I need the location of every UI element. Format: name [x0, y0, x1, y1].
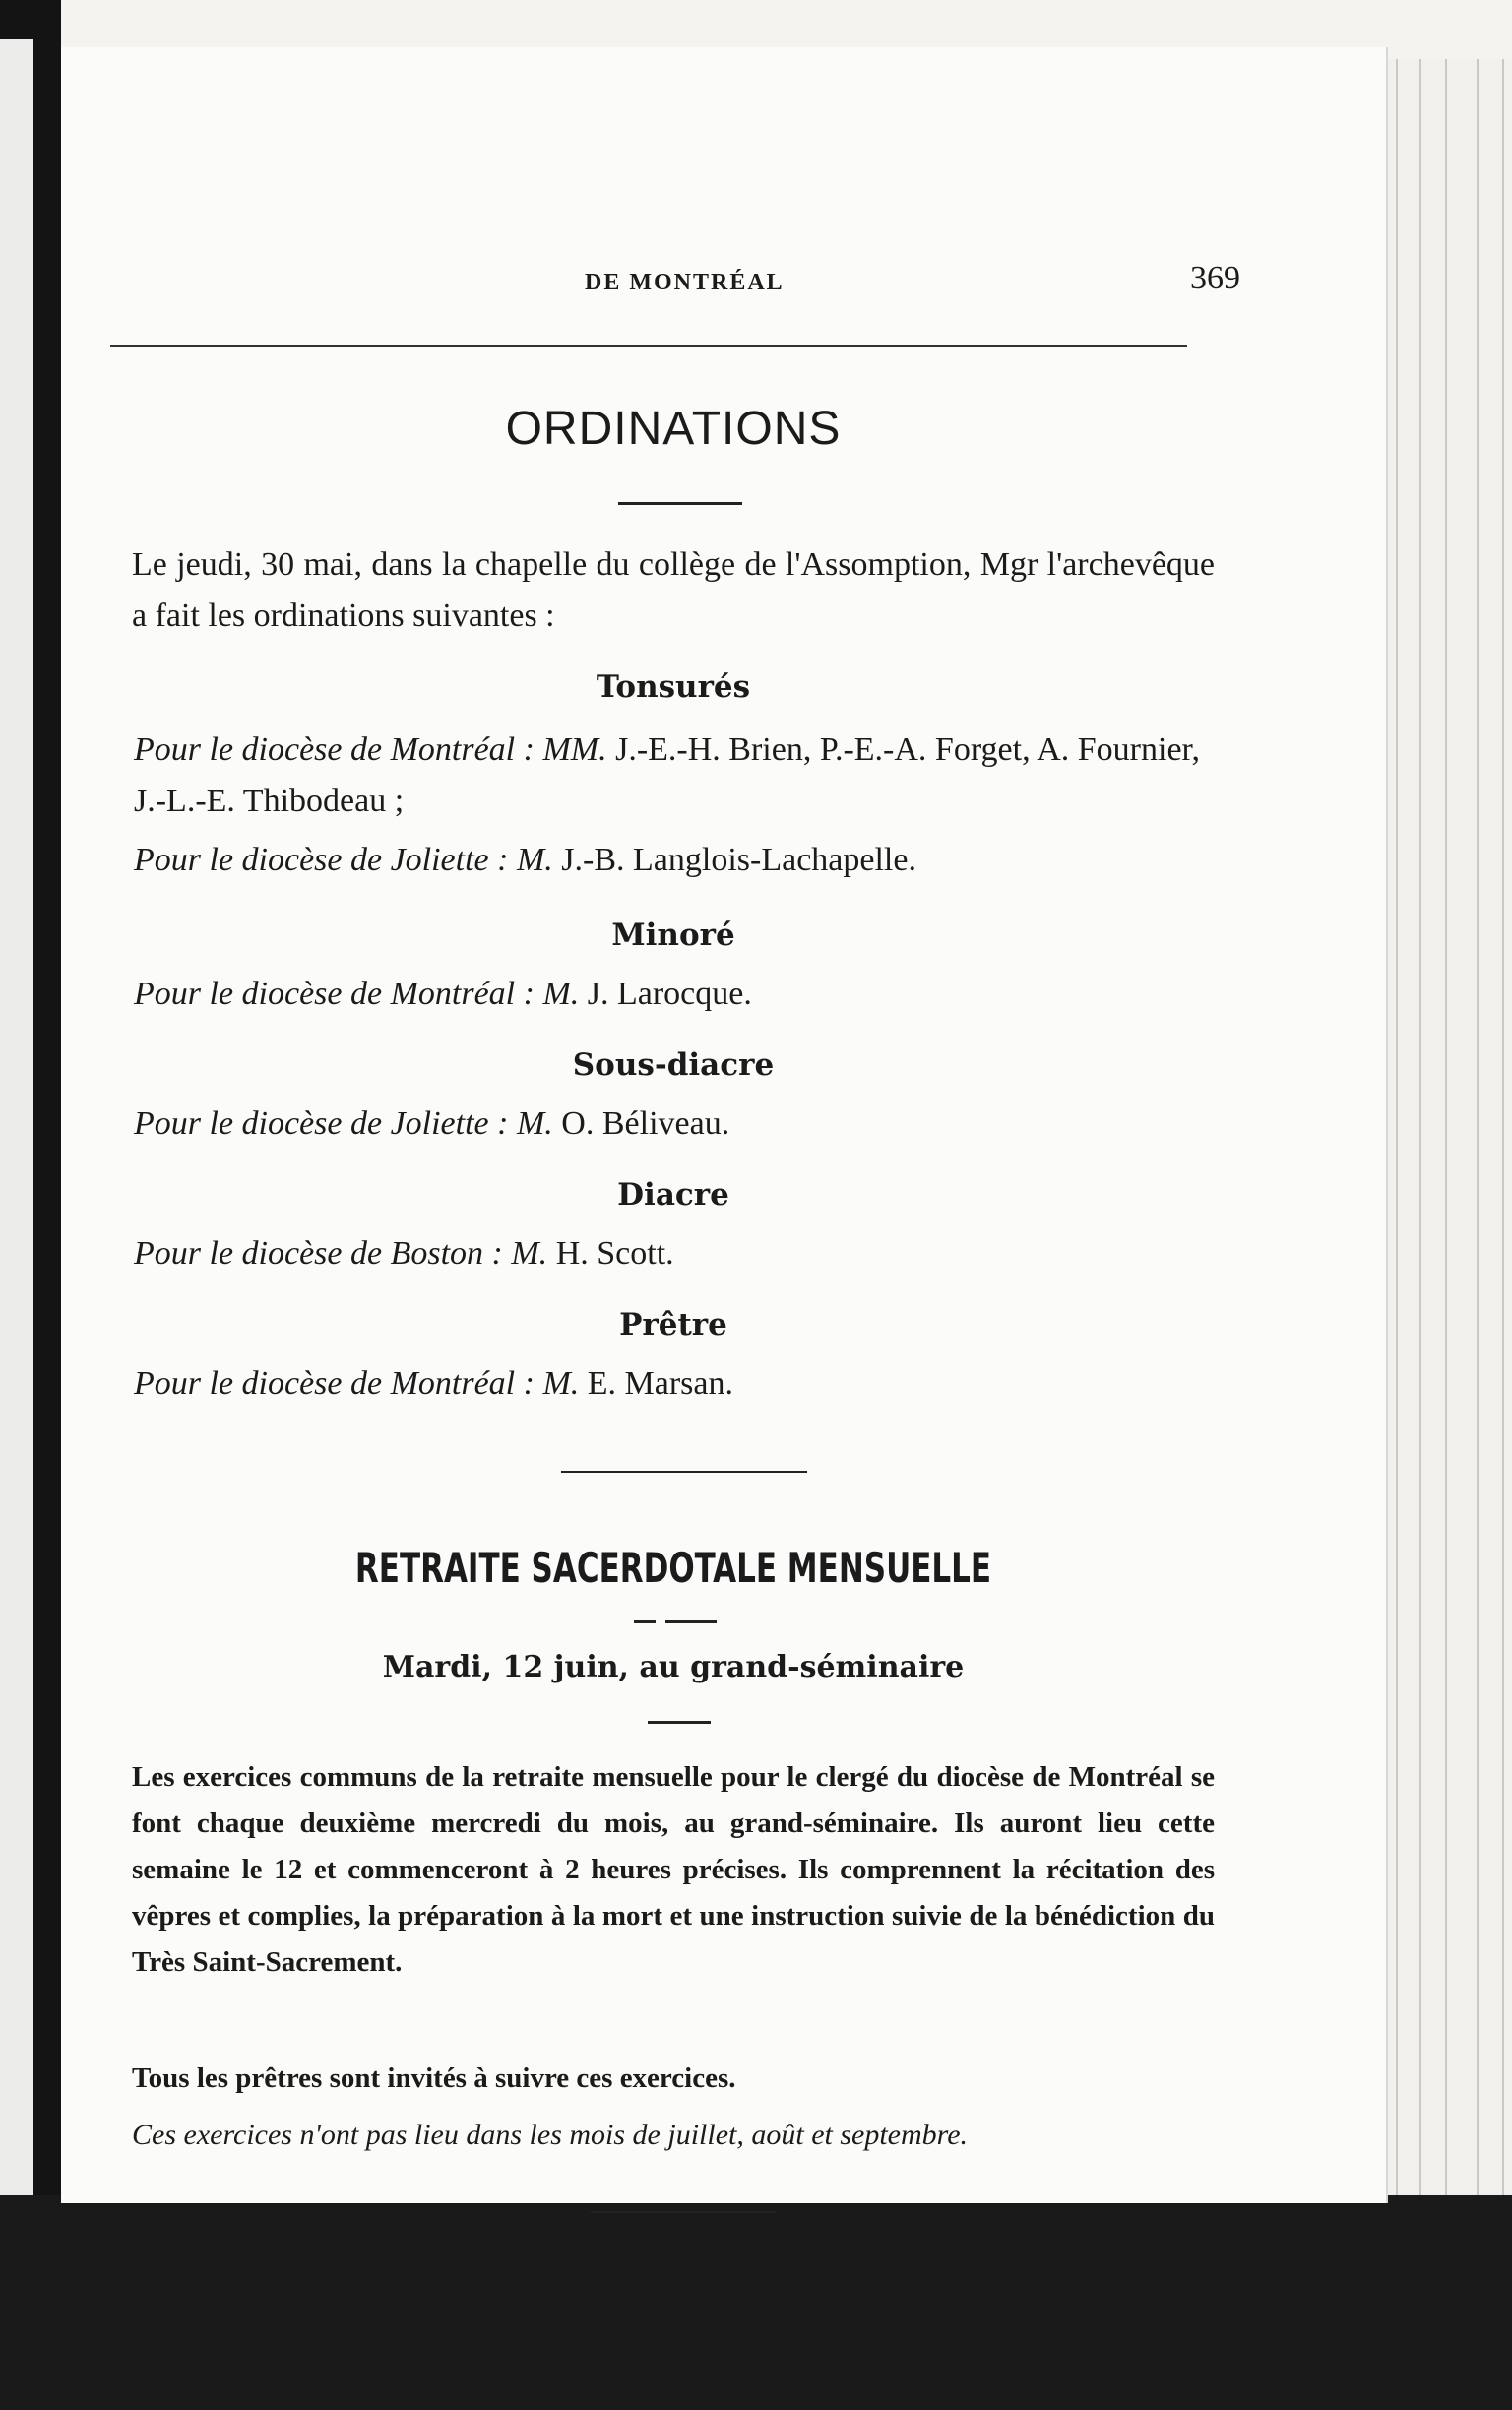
- page-edge-stack: [1386, 59, 1512, 2195]
- header-rule: [110, 345, 1187, 347]
- heading-diacre: Diacre: [617, 1177, 729, 1213]
- page-edge-line: [1502, 59, 1504, 2195]
- running-title: DE MONTRÉAL: [585, 270, 785, 295]
- retraite-note: Ces exercices n'ont pas lieu dans les mois de juillet, août et septembre.: [132, 2119, 969, 2151]
- ordinand-names: J. Larocque.: [587, 976, 752, 1012]
- diocese-label: Pour le diocèse de Joliette :: [134, 1106, 509, 1142]
- entry-minore-montreal: [134, 969, 1217, 1020]
- retraite-date-location: Mardi, 12 juin, au grand-séminaire: [382, 1650, 965, 1684]
- entry-pretre-montreal: [134, 1359, 1217, 1410]
- page-edge-line: [1396, 59, 1398, 2195]
- ordinand-names: E. Marsan.: [587, 1365, 734, 1402]
- heading-pretre: Prêtre: [619, 1307, 727, 1343]
- retraite-invitation: Tous les prêtres sont invités à suivre ces exercices.: [132, 2062, 736, 2094]
- running-head: [102, 222, 1244, 296]
- end-rule: [591, 2211, 776, 2213]
- scanner-background-bottom: [0, 2195, 1512, 2410]
- honorific: M.: [516, 842, 553, 878]
- ordinand-names: O. Béliveau.: [561, 1106, 730, 1142]
- page-number: 369: [1190, 260, 1240, 296]
- subtitle-underline: [648, 1721, 711, 1724]
- title-underline: [665, 1620, 717, 1623]
- entry-tonsures-montreal: [134, 725, 1217, 827]
- page-edge-line: [1419, 59, 1421, 2195]
- page-edge-line: [1445, 59, 1447, 2195]
- heading-sous-diacre: Sous-diacre: [572, 1047, 775, 1083]
- honorific: M.: [542, 1365, 580, 1402]
- ordinations-intro: Le jeudi, 30 mai, dans la chapelle du collège de l'Assomption, Mgr l'archevêque a fait les ordinations suivantes :: [132, 546, 1215, 634]
- title-dash: [634, 1620, 656, 1623]
- retraite-body: Les exercices communs de la retraite mensuelle pour le clergé du diocèse de Montréal se font chaque deuxième mercredi du mois, au grand-séminaire. Ils auront lieu cette semaine le 12 et commenceront à 2 heures précises. Ils comprennent la récitation des vêpres et complies, la préparation à la mort et une instruction suivie de la bénédiction du Très Saint-Sacrement.: [132, 1761, 1215, 1978]
- entry-tonsures-joliette: [134, 835, 1217, 886]
- book-page: [61, 47, 1386, 2203]
- diocese-label: Pour le diocèse de Boston :: [134, 1236, 503, 1272]
- heading-minore: Minoré: [611, 918, 735, 953]
- entry-diacre-boston: [134, 1229, 1217, 1280]
- diocese-label: Pour le diocèse de Montréal :: [134, 976, 535, 1012]
- diocese-label: Pour le diocèse de Montréal :: [134, 731, 535, 768]
- ordinand-names: J.-E.-H. Brien, P.-E.-A. Forget, A. Fournier, J.-L.-E. Thibodeau ;: [134, 731, 1200, 819]
- honorific: M.: [511, 1236, 548, 1272]
- honorific: MM.: [542, 731, 607, 768]
- section-title-ordinations: ORDINATIONS: [505, 403, 842, 455]
- facing-page-edge: [0, 39, 33, 2200]
- honorific: M.: [516, 1106, 553, 1142]
- page-edge-line: [1477, 59, 1479, 2195]
- entry-sous-diacre-joliette: [134, 1099, 1217, 1150]
- title-underline: [618, 502, 742, 505]
- heading-tonsures: Tonsurés: [596, 669, 751, 705]
- section-separator: [561, 1471, 807, 1473]
- ordinand-names: H. Scott.: [555, 1236, 674, 1272]
- ordinand-names: J.-B. Langlois-Lachapelle.: [561, 842, 916, 878]
- section-title-retraite: RETRAITE SACERDOTALE MENSUELLE: [354, 1544, 992, 1592]
- diocese-label: Pour le diocèse de Montréal :: [134, 1365, 535, 1402]
- diocese-label: Pour le diocèse de Joliette :: [134, 842, 509, 878]
- honorific: M.: [542, 976, 580, 1012]
